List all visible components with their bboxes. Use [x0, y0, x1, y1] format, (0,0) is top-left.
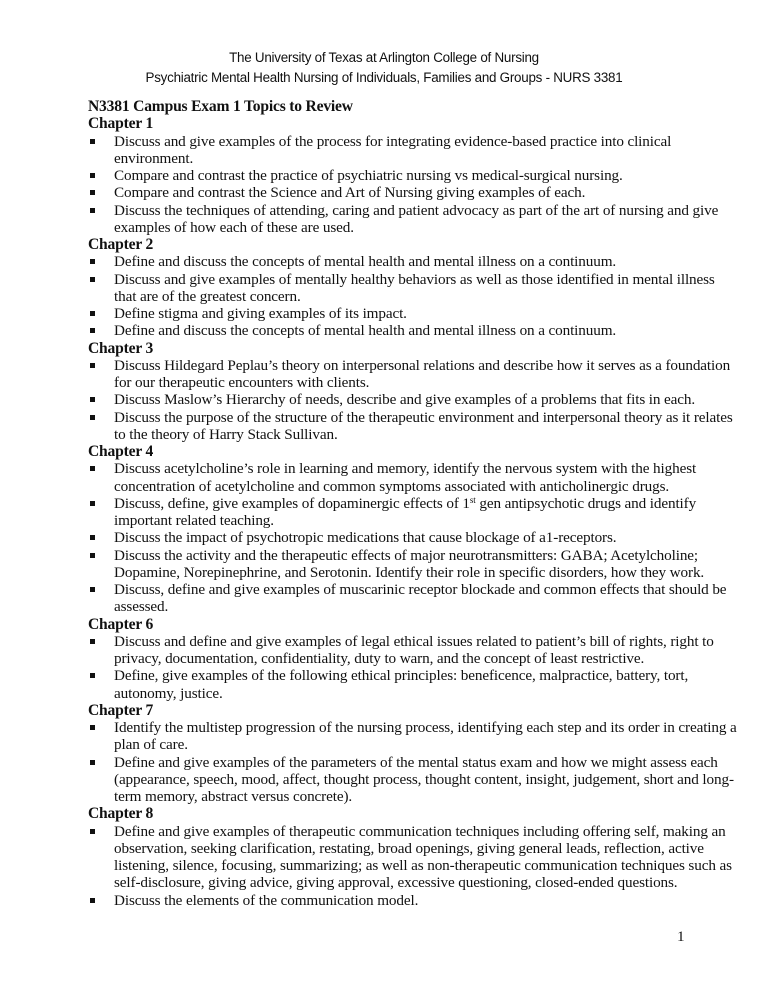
topic-text: Compare and contrast the practice of psychiatric nursing vs medical-surgical nursing.	[114, 167, 623, 184]
topic-item	[88, 167, 738, 184]
square-bullet-icon	[90, 259, 95, 264]
square-bullet-icon	[90, 553, 95, 558]
square-bullet-icon	[90, 277, 95, 282]
topic-item	[88, 667, 738, 702]
topic-text: Discuss and give examples of mentally healthy behaviors as well as those identified in mental illness that are of the greatest concern.	[114, 270, 715, 305]
square-bullet-icon	[90, 415, 95, 420]
chapter-heading: Chapter 7	[88, 701, 154, 719]
topic-item	[88, 547, 738, 582]
chapter-heading: Chapter 8	[88, 805, 154, 823]
topic-item	[88, 409, 738, 444]
topic-item	[88, 305, 738, 322]
chapter-section	[88, 236, 738, 340]
topic-item	[88, 202, 738, 237]
square-bullet-icon	[90, 397, 95, 402]
page-number: 1	[677, 928, 685, 945]
topic-item	[88, 460, 738, 495]
topic-item	[88, 581, 738, 616]
square-bullet-icon	[90, 328, 95, 333]
square-bullet-icon	[90, 139, 95, 144]
topic-text: Compare and contrast the Science and Art of Nursing giving examples of each.	[114, 184, 586, 202]
topic-list	[88, 633, 738, 702]
chapter-section	[88, 805, 738, 909]
chapter-section	[88, 616, 738, 702]
chapter-list	[88, 115, 738, 909]
square-bullet-icon	[90, 173, 95, 178]
topic-item	[88, 823, 738, 892]
topic-text: Define, give examples of the following ethical principles: beneficence, malpractice, battery, tort, autonomy, justice.	[114, 667, 689, 702]
topic-text: Discuss Hildegard Peplau’s theory on interpersonal relations and describe how it serves as a foundation for our therapeutic encounters with clients.	[114, 356, 731, 391]
topic-text: Discuss the elements of the communication model.	[114, 891, 419, 909]
topic-text: Discuss and give examples of the process for integrating evidence-based practice into clinical environment.	[114, 132, 672, 167]
square-bullet-icon	[90, 725, 95, 730]
topic-text: Define and discuss the concepts of mental health and mental illness on a continuum.	[114, 253, 617, 271]
header-institution: The University of Texas at Arlington College of Nursing	[229, 50, 539, 65]
topic-item	[88, 271, 738, 306]
chapter-section	[88, 115, 738, 236]
chapter-section	[88, 443, 738, 616]
square-bullet-icon	[90, 639, 95, 644]
topic-text-continued: gen antipsychotic drugs and identify important related teaching.	[114, 494, 697, 529]
topic-item	[88, 391, 738, 408]
square-bullet-icon	[90, 535, 95, 540]
topic-item	[88, 495, 738, 530]
square-bullet-icon	[90, 587, 95, 592]
topic-item	[88, 133, 738, 168]
chapter-heading: Chapter 1	[88, 115, 154, 133]
topic-text: Discuss the impact of psychotropic medications that cause blockage of a1-receptors.	[114, 529, 617, 547]
topic-text: Discuss the purpose of the structure of the therapeutic environment and interpersonal theory as it relates to the theory of Harry Stack Sullivan.	[114, 408, 733, 443]
square-bullet-icon	[90, 363, 95, 368]
topic-text: Discuss Maslow’s Hierarchy of needs, describe and give examples of a problems that fits in each.	[114, 391, 696, 409]
topic-item	[88, 357, 738, 392]
topic-text: Identify the multistep progression of the nursing process, identifying each step and its order in creating a plan of care.	[114, 719, 737, 754]
document-title: N3381 Campus Exam 1 Topics to Review	[88, 98, 353, 115]
topic-item	[88, 253, 738, 270]
chapter-heading: Chapter 4	[88, 443, 154, 460]
square-bullet-icon	[90, 208, 95, 213]
square-bullet-icon	[90, 898, 95, 903]
square-bullet-icon	[90, 829, 95, 834]
topic-item	[88, 184, 738, 201]
square-bullet-icon	[90, 466, 95, 471]
topic-item	[88, 719, 738, 754]
topic-list	[88, 357, 738, 443]
chapter-heading: Chapter 6	[88, 615, 154, 633]
topic-item	[88, 754, 738, 806]
topic-text: Define stigma and giving examples of its impact.	[114, 305, 407, 322]
square-bullet-icon	[90, 760, 95, 765]
topic-list	[88, 460, 738, 615]
topic-list	[88, 133, 738, 237]
topic-item	[88, 322, 738, 339]
chapter-section	[88, 340, 738, 444]
topic-list	[88, 253, 738, 339]
topic-text: Discuss the techniques of attending, caring and patient advocacy as part of the art of nursing and give examples of how each of these are used.	[114, 201, 719, 236]
topic-text: Define and give examples of the parameters of the mental status exam and how we might assess each (appearance, speech, mood, affect, thought process, thought content, insight, judgement, short and long-term memory, abstract versus concrete).	[114, 753, 734, 805]
square-bullet-icon	[90, 501, 95, 506]
ordinal-superscript: st	[469, 494, 476, 505]
square-bullet-icon	[90, 311, 95, 316]
topic-item	[88, 529, 738, 546]
page-header	[0, 48, 768, 88]
chapter-heading: Chapter 3	[88, 339, 154, 357]
topic-text: Define and discuss the concepts of mental health and mental illness on a continuum.	[114, 322, 617, 340]
topic-text: Discuss, define, give examples of dopaminergic effects of 1	[114, 494, 470, 512]
topic-list	[88, 719, 738, 805]
document-body	[88, 98, 738, 909]
topic-text: Discuss acetylcholine’s role in learning and memory, identify the nervous system with the highest concentration of acetylcholine and common symptoms associated with anticholinergic drugs.	[114, 460, 697, 495]
square-bullet-icon	[90, 190, 95, 195]
topic-item	[88, 892, 738, 909]
chapter-section	[88, 702, 738, 806]
topic-item	[88, 633, 738, 668]
topic-text: Discuss, define and give examples of muscarinic receptor blockade and common effects that should be assessed.	[114, 581, 727, 616]
topic-text: Discuss the activity and the therapeutic effects of major neurotransmitters: GABA; Acetylcholine; Dopamine, Norepinephrine, and Serotonin. Identify their role in specific disorders, how they work.	[114, 546, 705, 581]
topic-list	[88, 823, 738, 909]
square-bullet-icon	[90, 673, 95, 678]
topic-text: Define and give examples of therapeutic communication techniques including offering self, making an observation, seeking clarification, restating, broad openings, giving general leads, reflection, active listening, silence, focusing, summarizing; as well as non-therapeutic communication techniques such as self-disclosure, giving advice, giving approval, excessive questioning, closed-ended questions.	[114, 822, 732, 892]
header-course: Psychiatric Mental Health Nursing of Individuals, Families and Groups - NURS 3381	[145, 70, 623, 85]
topic-text: Discuss and define and give examples of legal ethical issues related to patient’s bill of rights, right to privacy, documentation, confidentiality, duty to warn, and the concept of least restrictive.	[114, 632, 714, 667]
chapter-heading: Chapter 2	[88, 236, 154, 253]
